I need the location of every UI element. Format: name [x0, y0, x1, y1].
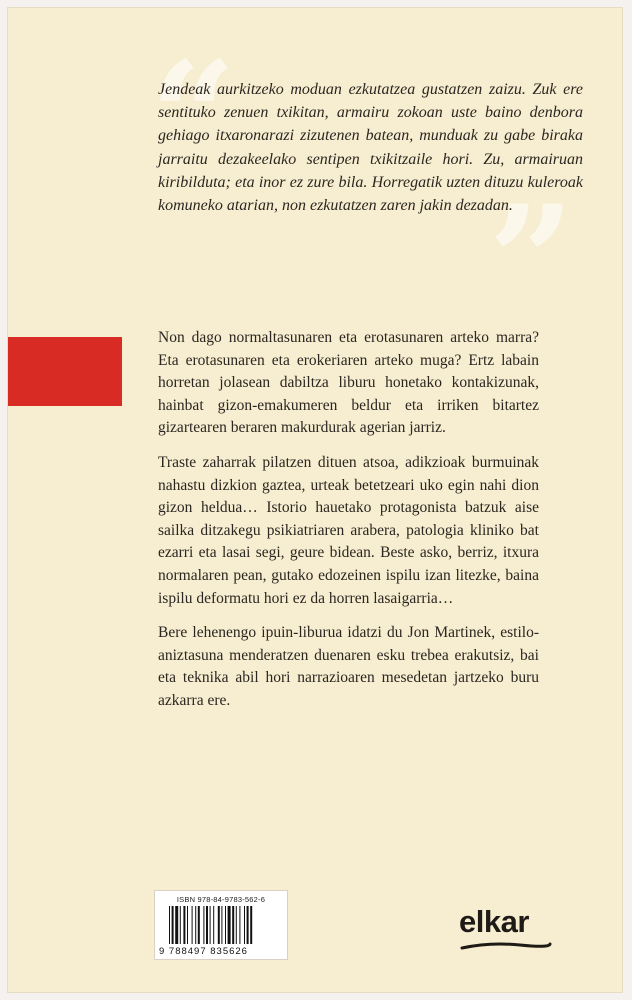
- blurb-paragraph-1: Non dago normaltasunaren eta erotasunaren arteko marra? Eta erotasunaren eta erokeriaren arteko muga? Ertz labain horretan jolasean dabiltza liburu honetako kontakizunak, hainbat gizon-emakumeren beldur eta irriken bitartez gizartearen beraren makurdurak agerian jarriz.: [158, 329, 539, 437]
- isbn-label: ISBN 978-84-9783-562-6: [176, 895, 266, 904]
- cover-quote: Jendeak aurkitzeko moduan ezkutatzea gustatzen zaizu. Zuk ere sentituko zenuen txikitan, armairu zokoan uste baino denbora gehiago itxaronarazi zizutenen batean, munduak zu gabe biraka jarraitu dezakeelako sentipen txikitzaile hori. Zu, armairuan kiribilduta; eta inor ez zure bila. Horregatik uzten dituzu kuleroak komuneko atarian, non ezkutatzen zaren jakin dezadan.: [158, 81, 583, 215]
- barcode-digits: 9 788497 835626: [159, 946, 248, 957]
- close-quote-icon: ”: [488, 173, 575, 349]
- blurb-paragraph-3: Bere lehenengo ipuin-liburua idatzi du Jon Martinek, estilo-aniztasuna menderatzen duenaren esku trebea erakutsiz, bai eta teknika abil hori narrazioaren mesedetan jartzeko buru azkarra ere.: [158, 624, 539, 709]
- open-quote-icon: “: [150, 29, 237, 205]
- isbn-barcode: [154, 890, 288, 960]
- logo-underline-icon: [460, 941, 552, 951]
- blurb-paragraph-2: Traste zaharrak pilatzen dituen atsoa, adikzioak burmuinak nahastu dizkion gaztea, urteak betetzeari uko egin nahi dion gizon heldua… Istorio hauetako protagonista batzuk aise sailka ditzakegu psikiatriaren arabera, patologia kliniko bat ezarri eta lasai segi, geure bidean. Beste asko, berriz, itxura normalaren pean, gutako edozeinen ispilu izan litezke, baina ispilu deformatu hori ez da horren lasaigarria…: [158, 453, 539, 607]
- barcode-icon: [169, 906, 273, 944]
- publisher-logo: elkar: [459, 904, 529, 939]
- red-accent-bar: [8, 337, 122, 406]
- blurb: [158, 327, 539, 725]
